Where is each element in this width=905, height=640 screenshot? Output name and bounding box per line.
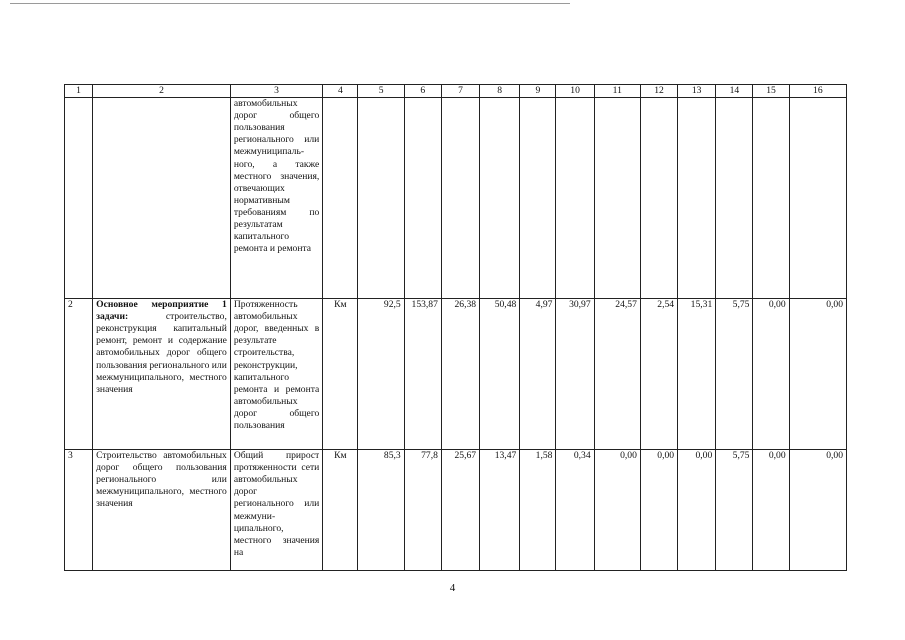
indicator-text: Протяженность автомобильных дорог, введенных в результате строительства, реконструкции, капитального ремонта и ремонта автомобильных дорог общего пользования bbox=[230, 299, 322, 450]
column-header: 14 bbox=[716, 85, 753, 98]
column-header: 3 bbox=[230, 85, 322, 98]
value-cell bbox=[753, 98, 789, 299]
row-number: 2 bbox=[65, 299, 93, 450]
value-cell bbox=[358, 98, 404, 299]
table-row bbox=[65, 299, 847, 450]
measure-name bbox=[93, 98, 231, 299]
table-row bbox=[65, 98, 847, 299]
value-cell bbox=[520, 98, 556, 299]
value-cell: 15,31 bbox=[678, 299, 716, 450]
column-number-row bbox=[65, 85, 847, 98]
column-header: 12 bbox=[640, 85, 677, 98]
value-cell: 92,5 bbox=[358, 299, 404, 450]
column-header: 4 bbox=[323, 85, 358, 98]
column-header: 6 bbox=[404, 85, 441, 98]
page-number: 4 bbox=[449, 582, 456, 594]
unit-cell: Км bbox=[323, 450, 358, 571]
unit-cell bbox=[323, 98, 358, 299]
column-header: 1 bbox=[65, 85, 93, 98]
value-cell: 0,00 bbox=[753, 299, 789, 450]
column-header: 2 bbox=[93, 85, 231, 98]
value-cell bbox=[789, 98, 846, 299]
measure-name: Строительство автомобильных дорог общего пользования регионального или межмуниципального, местного значения bbox=[93, 450, 231, 571]
column-header: 8 bbox=[480, 85, 520, 98]
value-cell: 0,00 bbox=[789, 450, 846, 571]
value-cell bbox=[556, 98, 594, 299]
column-header: 7 bbox=[441, 85, 479, 98]
indicator-text: автомобильных дорог общего пользования регионального или межмуниципаль-ного, а также местного значения, отвечающих нормативным требованиям по результатам капитального ремонта и ремонта bbox=[230, 98, 322, 299]
row-number: 3 bbox=[65, 450, 93, 571]
column-header: 9 bbox=[520, 85, 556, 98]
measure-name: Основное мероприятие 1 задачи: строительство, реконструкция капитальный ремонт, ремонт и содержание автомобильных дорог общего пользования регионального или межмуниципального, местного значения bbox=[93, 299, 231, 450]
value-cell: 24,57 bbox=[594, 299, 640, 450]
value-cell bbox=[480, 98, 520, 299]
unit-cell: Км bbox=[323, 299, 358, 450]
scan-top-rule bbox=[10, 3, 570, 4]
value-cell: 0,00 bbox=[640, 450, 677, 571]
value-cell: 5,75 bbox=[716, 299, 753, 450]
value-cell: 0,34 bbox=[556, 450, 594, 571]
value-cell: 26,38 bbox=[441, 299, 479, 450]
value-cell: 0,00 bbox=[594, 450, 640, 571]
row-number bbox=[65, 98, 93, 299]
column-header: 16 bbox=[789, 85, 846, 98]
value-cell bbox=[716, 98, 753, 299]
value-cell: 2,54 bbox=[640, 299, 677, 450]
table-row bbox=[65, 450, 847, 571]
indicator-text: Общий прирост протяженности сети автомобильных дорог регионального или межмуни-ципального, местного значения на bbox=[230, 450, 322, 571]
targets-table bbox=[64, 84, 847, 571]
value-cell: 1,58 bbox=[520, 450, 556, 571]
value-cell: 4,97 bbox=[520, 299, 556, 450]
value-cell bbox=[594, 98, 640, 299]
value-cell: 0,00 bbox=[789, 299, 846, 450]
value-cell: 30,97 bbox=[556, 299, 594, 450]
value-cell: 0,00 bbox=[753, 450, 789, 571]
value-cell: 85,3 bbox=[358, 450, 404, 571]
value-cell: 25,67 bbox=[441, 450, 479, 571]
column-header: 13 bbox=[678, 85, 716, 98]
value-cell: 13,47 bbox=[480, 450, 520, 571]
value-cell: 0,00 bbox=[678, 450, 716, 571]
value-cell: 153,87 bbox=[404, 299, 441, 450]
value-cell: 50,48 bbox=[480, 299, 520, 450]
value-cell bbox=[640, 98, 677, 299]
value-cell: 5,75 bbox=[716, 450, 753, 571]
value-cell bbox=[441, 98, 479, 299]
column-header: 15 bbox=[753, 85, 789, 98]
column-header: 5 bbox=[358, 85, 404, 98]
value-cell bbox=[404, 98, 441, 299]
value-cell: 77,8 bbox=[404, 450, 441, 571]
value-cell bbox=[678, 98, 716, 299]
column-header: 10 bbox=[556, 85, 594, 98]
column-header: 11 bbox=[594, 85, 640, 98]
